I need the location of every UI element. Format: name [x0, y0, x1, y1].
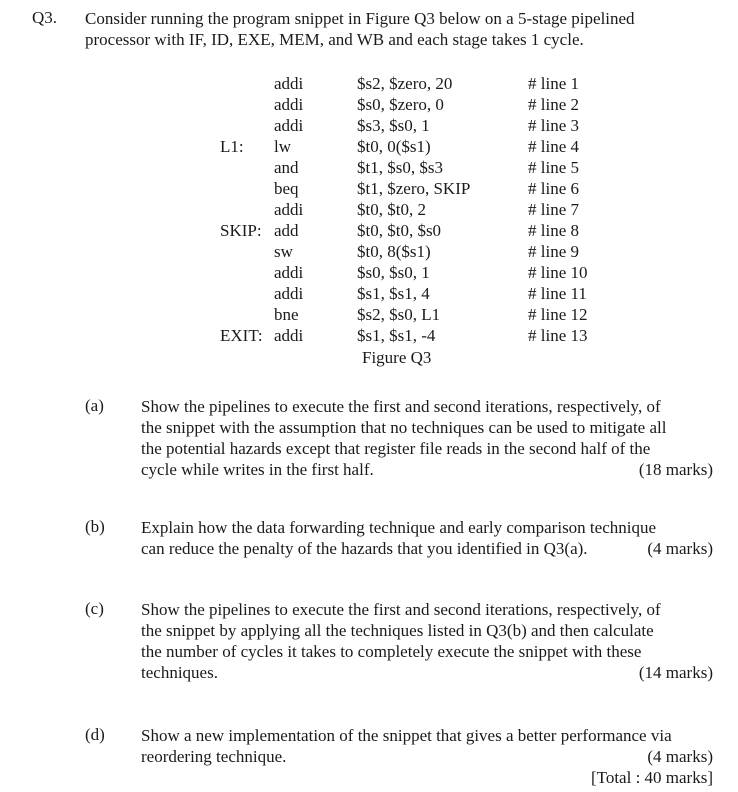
code-opcode: add: [274, 221, 299, 240]
code-operands: $t0, $t0, 2: [357, 200, 426, 219]
part-text-line: the snippet by applying all the techniques listed in Q3(b) and then calculate: [141, 621, 654, 640]
code-label: EXIT:: [220, 326, 263, 345]
part-label: (d): [85, 725, 105, 744]
part-last-line: [141, 662, 713, 683]
code-label: L1:: [220, 137, 244, 156]
question-intro-line: processor with IF, ID, EXE, MEM, and WB and each stage takes 1 cycle.: [85, 30, 584, 49]
code-opcode: and: [274, 158, 299, 177]
code-comment: # line 12: [528, 305, 588, 324]
part-d-text: [141, 725, 713, 788]
code-comment: # line 13: [528, 326, 588, 345]
part-b-text: [141, 517, 713, 559]
part-text-line: Show a new implementation of the snippet that gives a better performance via: [141, 726, 672, 745]
code-comment: # line 9: [528, 242, 579, 261]
marks: (14 marks): [638, 663, 713, 682]
part-text-line: reordering technique.: [141, 747, 287, 766]
part-text-line: the snippet with the assumption that no techniques can be used to mitigate all: [141, 418, 667, 437]
code-opcode: addi: [274, 74, 304, 93]
code-operands: $s0, $s0, 1: [357, 263, 430, 282]
code-opcode: bne: [274, 305, 299, 324]
code-operands: $t0, 0($s1): [357, 137, 431, 156]
code-comment: # line 6: [528, 179, 579, 198]
part-label: (c): [85, 599, 104, 618]
part-label: (b): [85, 517, 105, 536]
question-number: Q3.: [32, 8, 58, 27]
code-label: SKIP:: [220, 221, 262, 240]
code-operands: $s3, $s0, 1: [357, 116, 430, 135]
code-comment: # line 11: [528, 284, 587, 303]
code-operands: $t1, $zero, SKIP: [357, 179, 471, 198]
part-last-line: [141, 538, 713, 559]
question-intro-line: Consider running the program snippet in Figure Q3 below on a 5-stage pipelined: [85, 9, 635, 28]
code-operands: $s1, $s1, 4: [357, 284, 430, 303]
code-operands: $t0, $t0, $s0: [357, 221, 442, 240]
code-comment: # line 8: [528, 221, 579, 240]
code-comment: # line 4: [528, 137, 579, 156]
code-operands: $s2, $s0, L1: [357, 305, 441, 324]
code-opcode: addi: [274, 263, 304, 282]
code-opcode: addi: [274, 326, 304, 345]
marks: (4 marks): [647, 747, 713, 766]
code-operands: $t0, 8($s1): [357, 242, 431, 261]
code-operands: $s0, $zero, 0: [357, 95, 444, 114]
code-opcode: lw: [274, 137, 291, 156]
code-operands: $s2, $zero, 20: [357, 74, 453, 93]
part-text-line: the number of cycles it takes to completely execute the snippet with these: [141, 642, 642, 661]
code-comment: # line 7: [528, 200, 579, 219]
part-a-text: [141, 396, 713, 480]
marks: (4 marks): [647, 539, 713, 558]
total-marks: [Total : 40 marks]: [590, 768, 713, 787]
code-opcode: addi: [274, 200, 304, 219]
part-text-line: can reduce the penalty of the hazards that you identified in Q3(a).: [141, 539, 588, 558]
question-intro: [85, 8, 635, 50]
code-opcode: addi: [274, 284, 304, 303]
code-comment: # line 3: [528, 116, 579, 135]
marks: (18 marks): [638, 460, 713, 479]
figure-caption: Figure Q3: [362, 348, 432, 367]
part-text-line: Show the pipelines to execute the first and second iterations, respectively, of: [141, 397, 661, 416]
part-text-line: Explain how the data forwarding technique and early comparison technique: [141, 518, 657, 537]
part-label: (a): [85, 396, 104, 415]
code-comment: # line 5: [528, 158, 579, 177]
code-opcode: beq: [274, 179, 299, 198]
code-operands: $s1, $s1, -4: [357, 326, 436, 345]
part-text-line: cycle while writes in the first half.: [141, 460, 374, 479]
part-text-line: the potential hazards except that register file reads in the second half of the: [141, 439, 651, 458]
part-c-text: [141, 599, 713, 683]
part-text-line: techniques.: [141, 663, 218, 682]
code-opcode: sw: [274, 242, 293, 261]
code-comment: # line 2: [528, 95, 579, 114]
part-last-line: [141, 746, 713, 767]
code-opcode: addi: [274, 116, 304, 135]
part-last-line: [141, 459, 713, 480]
code-opcode: addi: [274, 95, 304, 114]
code-comment: # line 1: [528, 74, 579, 93]
code-operands: $t1, $s0, $s3: [357, 158, 443, 177]
part-text-line: Show the pipelines to execute the first and second iterations, respectively, of: [141, 600, 661, 619]
code-comment: # line 10: [528, 263, 588, 282]
